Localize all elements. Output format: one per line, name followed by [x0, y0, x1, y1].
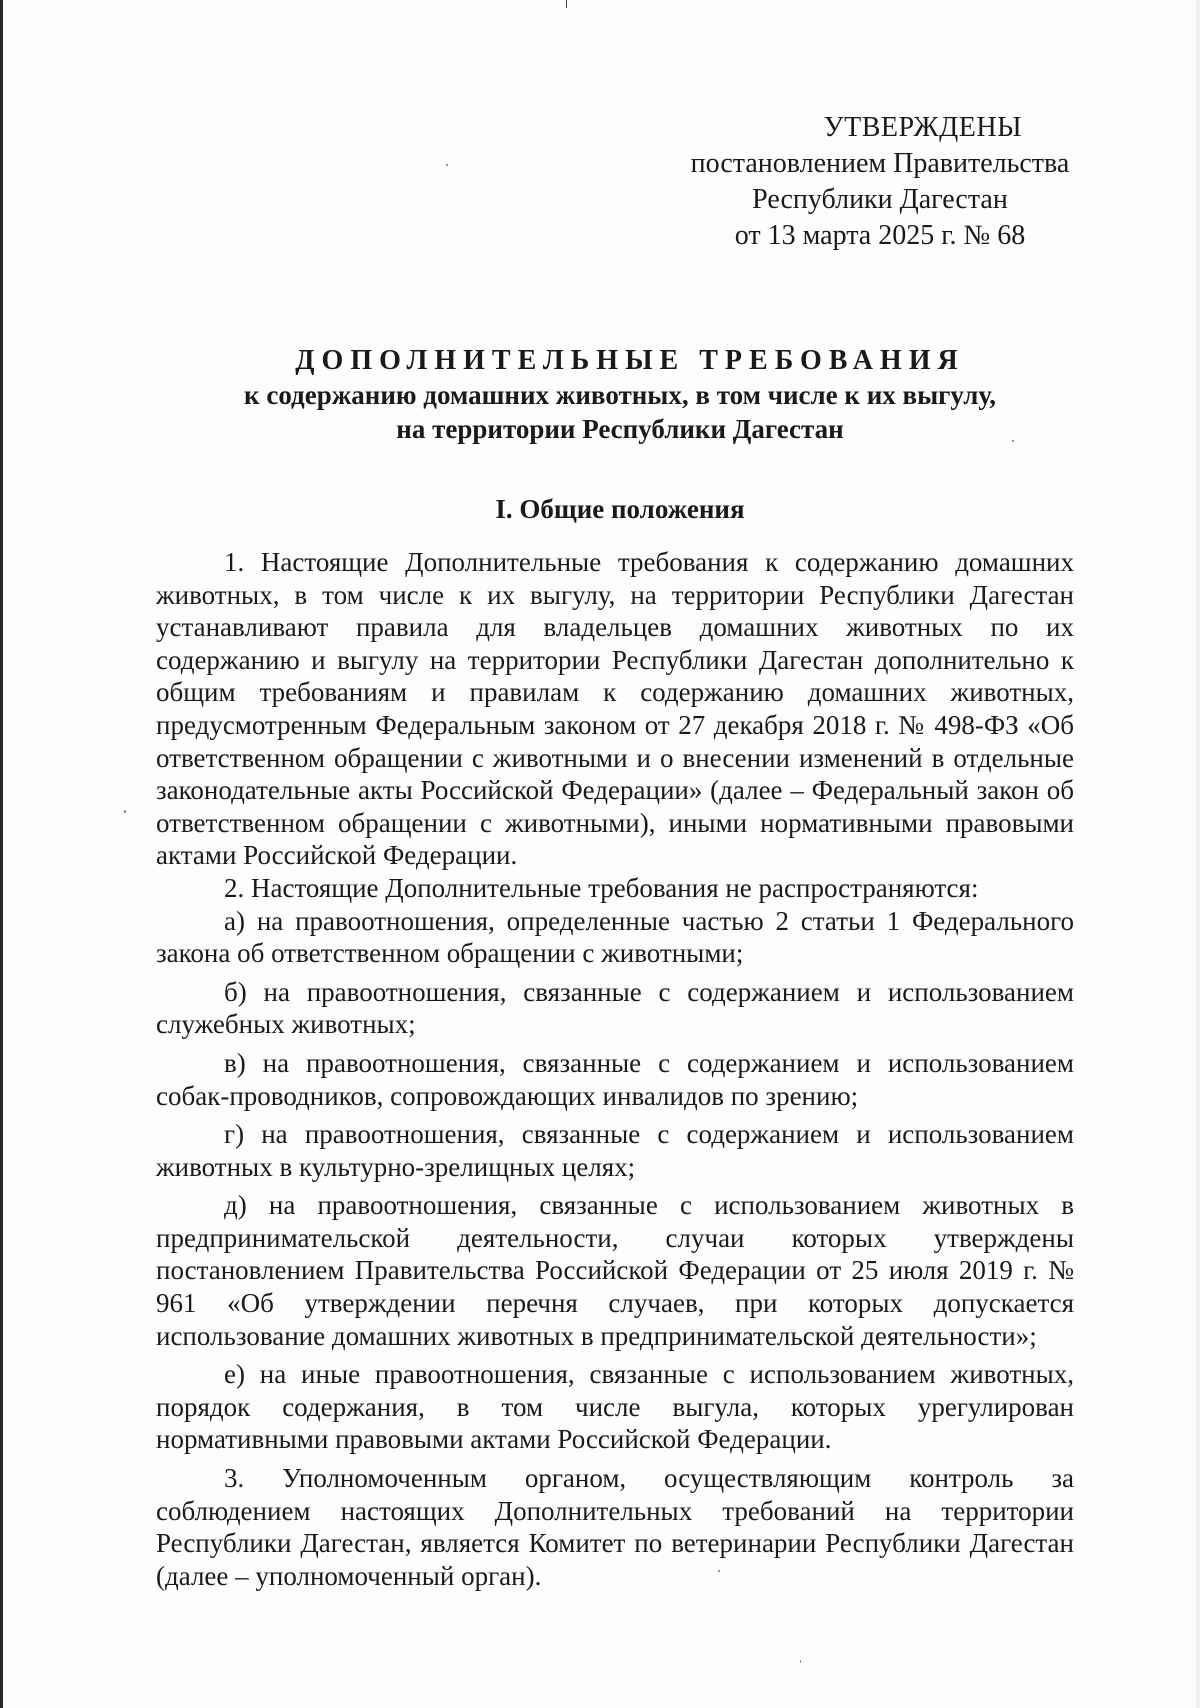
paragraph-3: 3. Уполномоченным органом, осуществляющим контроль за соблюдением настоящих Дополнительных требований на территории Республики Дагестан, является Комитет по ветеринарии Республики Дагестан (далее – уполномоченный орган).	[156, 1463, 1074, 1591]
scan-edge	[0, 0, 3, 1708]
document-title: ДОПОЛНИТЕЛЬНЫЕ ТРЕБОВАНИЯ	[295, 345, 965, 376]
approval-line-resolution: постановлением Правительства	[690, 148, 1070, 179]
scan-speck	[446, 164, 448, 166]
scan-mark	[566, 0, 567, 8]
approval-heading: УТВЕРЖДЕНЫ	[823, 112, 1022, 143]
approval-block	[660, 110, 1100, 254]
scan-speck	[124, 810, 126, 813]
paragraph-2f: е) на иные правоотношения, связанные с использованием животных, порядок содержания, в том числе выгула, которых урегулирован нормативными правовыми актами Российской Федерации.	[156, 1359, 1074, 1455]
paragraph-2: 2. Настоящие Дополнительные требования не распространяются:	[224, 872, 979, 903]
document-subtitle-line-1: к содержанию домашних животных, в том числе к их выгулу,	[244, 380, 996, 410]
document-title-block	[160, 344, 1080, 446]
section-heading: I. Общие положения	[495, 494, 745, 524]
scan-speck	[1012, 440, 1014, 442]
paragraph-2a: а) на правоотношения, определенные частью 2 статьи 1 Федерального закона об ответственном обращении с животными;	[156, 905, 1074, 969]
paragraph-2d: г) на правоотношения, связанные с содержанием и использованием животных в культурно-зрелищных целях;	[156, 1119, 1074, 1182]
paragraph-2c: в) на правоотношения, связанные с содержанием и использованием собак-проводников, сопровождающих инвалидов по зрению;	[156, 1047, 1074, 1111]
scan-edge-right	[1196, 0, 1200, 1708]
approval-line-date: от 13 марта 2025 г. № 68	[734, 220, 1026, 251]
paragraph-2b: б) на правоотношения, связанные с содержанием и использованием служебных животных;	[156, 976, 1074, 1040]
paragraph-1: 1. Настоящие Дополнительные требования к содержанию домашних животных, в том числе к их выгулу, на территории Республики Дагестан устанавливают правила для владельцев домашних животных по их содержанию и выгулу на территории Республики Дагестан дополнительно к общим требованиям и правилам к содержанию домашних животных, предусмотренным Федеральным законом от 27 декабря 2018 г. № 498-ФЗ «Об ответственном обращении с животными и о внесении изменений в отдельные законодательные акты Российской Федерации» (далее – Федеральный закон об ответственном обращении с животными), иными нормативными правовыми актами Российской Федерации.	[156, 547, 1074, 871]
approval-line-republic: Республики Дагестан	[752, 184, 1008, 215]
scan-speck	[718, 1570, 720, 1572]
document-body	[156, 546, 1074, 1592]
document-subtitle-line-2: на территории Республики Дагестан	[396, 414, 844, 444]
scan-speck	[800, 1660, 801, 1663]
paragraph-2e: д) на правоотношения, связанные с использованием животных в предпринимательской деятельности, случаи которых утверждены постановлением Правительства Российской Федерации от 25 июля 2019 г. № 961 «Об утверждении перечня случаев, при которых допускается использование домашних животных в предпринимательской деятельности»;	[156, 1190, 1074, 1351]
